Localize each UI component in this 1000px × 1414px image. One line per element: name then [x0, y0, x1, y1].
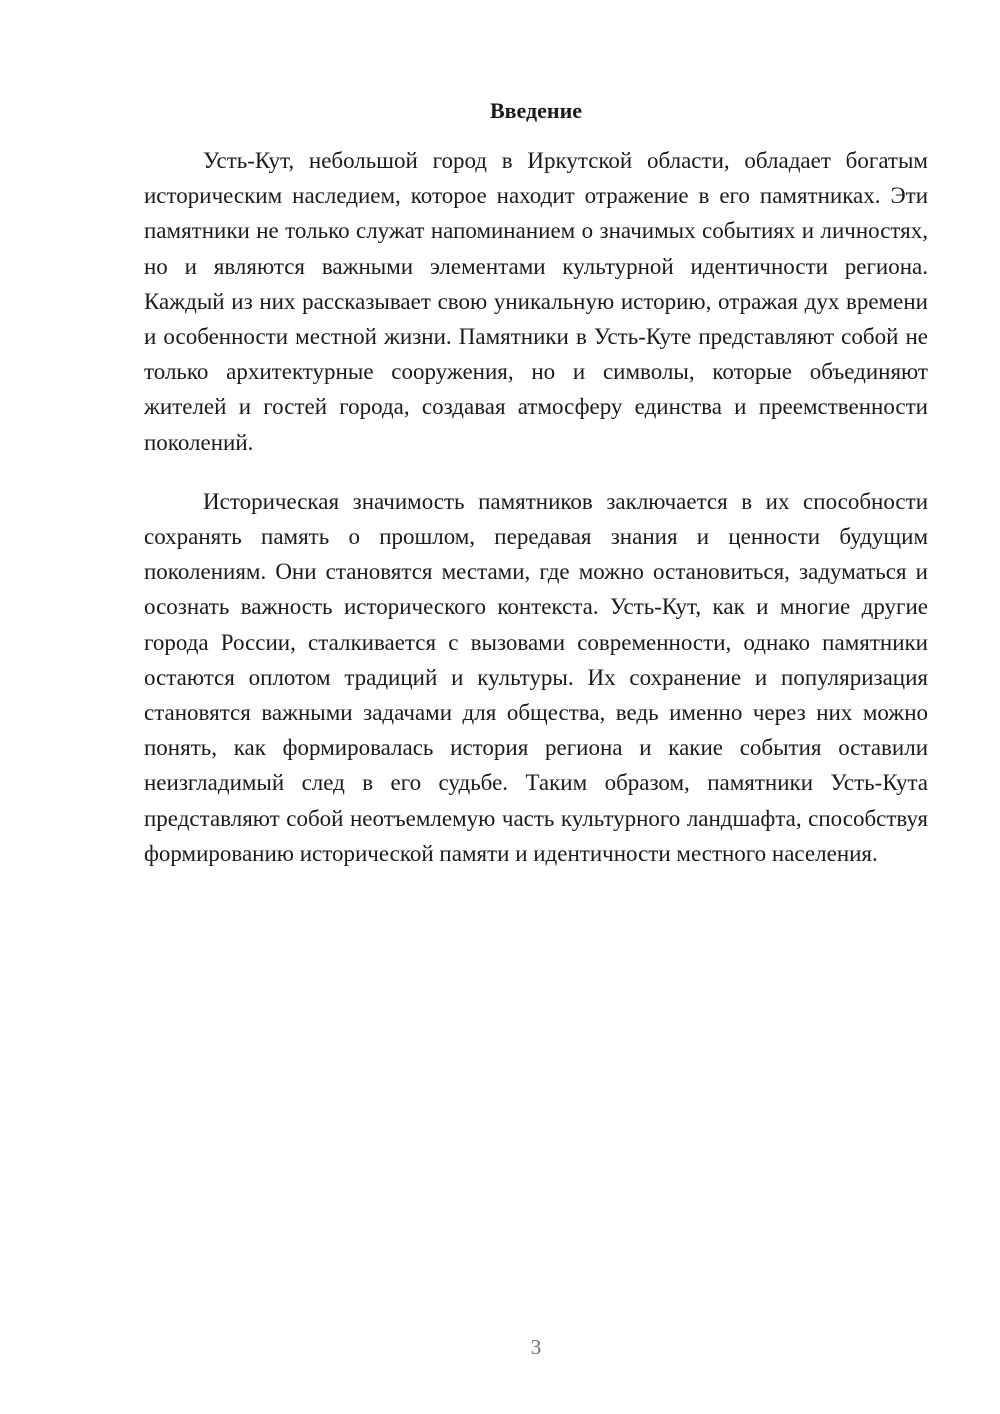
- section-title: Введение: [489, 98, 583, 123]
- body-text: [144, 143, 928, 871]
- paragraph-1: Усть-Кут, небольшой город в Иркутской области, обладает богатым историческим наследием, которое находит отражение в его памятниках. Эти памятники не только служат напоминанием о значимых событиях и личностях, но и являются важными элементами культурной идентичности региона. Каждый из них рассказывает свою уникальную историю, отражая дух времени и особенности местной жизни. Памятники в Усть-Куте представляют собой не только архитектурные сооружения, но и символы, которые объединяют жителей и гостей города, создавая атмосферу единства и преемственности поколений.: [144, 148, 928, 455]
- page-number: 3: [530, 1335, 542, 1359]
- paragraph-2: Историческая значимость памятников заключается в их способности сохранять память о прошлом, передавая знания и ценности будущим поколениям. Они становятся местами, где можно остановиться, задуматься и осознать важность исторического контекста. Усть-Кут, как и многие другие города России, сталкивается с вызовами современности, однако памятники остаются оплотом традиций и культуры. Их сохранение и популяризация становятся важными задачами для общества, ведь именно через них можно понять, как формировалась история региона и какие события оставили неизгладимый след в его судьбе. Таким образом, памятники Усть-Кута представляют собой неотъемлемую часть культурного ландшафта, способствуя формированию исторической памяти и идентичности местного населения.: [144, 488, 928, 866]
